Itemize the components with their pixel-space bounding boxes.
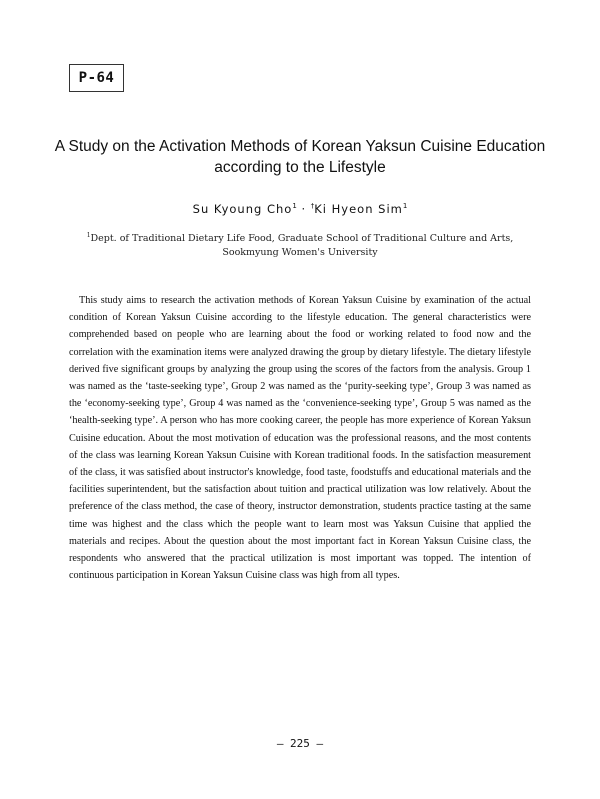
page-number: – 225 – xyxy=(276,737,324,750)
abstract-body: This study aims to research the activation methods of Korean Yaksun Cuisine by examination of the actual condition of Korean Yaksun Cuisine according to the lifestyle education. The general characteristics were comprehended based on people who are learning about the food or working related to food now and the correlation with the examination items were analyzed drawing the group by dietary lifestyle. The dietary lifestyle derived five significant groups by analyzing the group using the scores of the factors from the analysis. Group 1 was named as the ‘taste-seeking type’, Group 2 was named as the ‘purity-seeking type’, Group 3 was named as the ‘economy-seeking type’, Group 4 was named as the ‘convenience-seeking type’, Group 5 was named as the ‘health-seeking type’. A person who has more cooking career, the people has more experience of Korean Yaksun Cuisine education. About the most motivation of education was the professional reasons, and the most contents of the class was learning Korean Yaksun Cuisine with Korean traditional foods. In the satisfaction measurement of the class, it was satisfied about instructor's knowledge, food taste, foodstuffs and educational materials and the facilities superintendent, but the satisfaction about tuition and practical utilization was low relatively. About the preference of the class method, the case of theory, instructor demonstration, students practice tasting at the same time was highest and the class which the people want to learn most was Yaksun Cuisine that applied the materials and recipes. About the question about the most important fact in Korean Yaksun Cuisine class, the respondents who answered that the practical utilization is most important was topped. The intention of continuous participation in Korean Yaksun Cuisine class was high from all types. xyxy=(69,295,531,582)
poster-code: P-64 xyxy=(78,70,115,86)
paper-title: A Study on the Activation Methods of Korean Yaksun Cuisine Education according to the Lifestyle xyxy=(54,138,546,176)
corresponding-author-mark: † xyxy=(310,202,315,211)
affiliation-mark: 1 xyxy=(402,202,408,211)
poster-code-box xyxy=(69,64,124,92)
author-name: Su Kyoung Cho xyxy=(192,202,293,216)
affiliation-mark: 1 xyxy=(86,232,91,239)
affiliation-text: Dept. of Traditional Dietary Life Food, Graduate School of Traditional Culture and Arts, Sookmyung Women's University xyxy=(90,233,514,259)
affiliation-mark: 1 xyxy=(292,202,297,211)
author-name: Ki Hyeon Sim xyxy=(314,202,403,216)
affiliation xyxy=(60,229,540,260)
author-separator: · xyxy=(296,202,311,216)
author-line xyxy=(0,202,600,216)
